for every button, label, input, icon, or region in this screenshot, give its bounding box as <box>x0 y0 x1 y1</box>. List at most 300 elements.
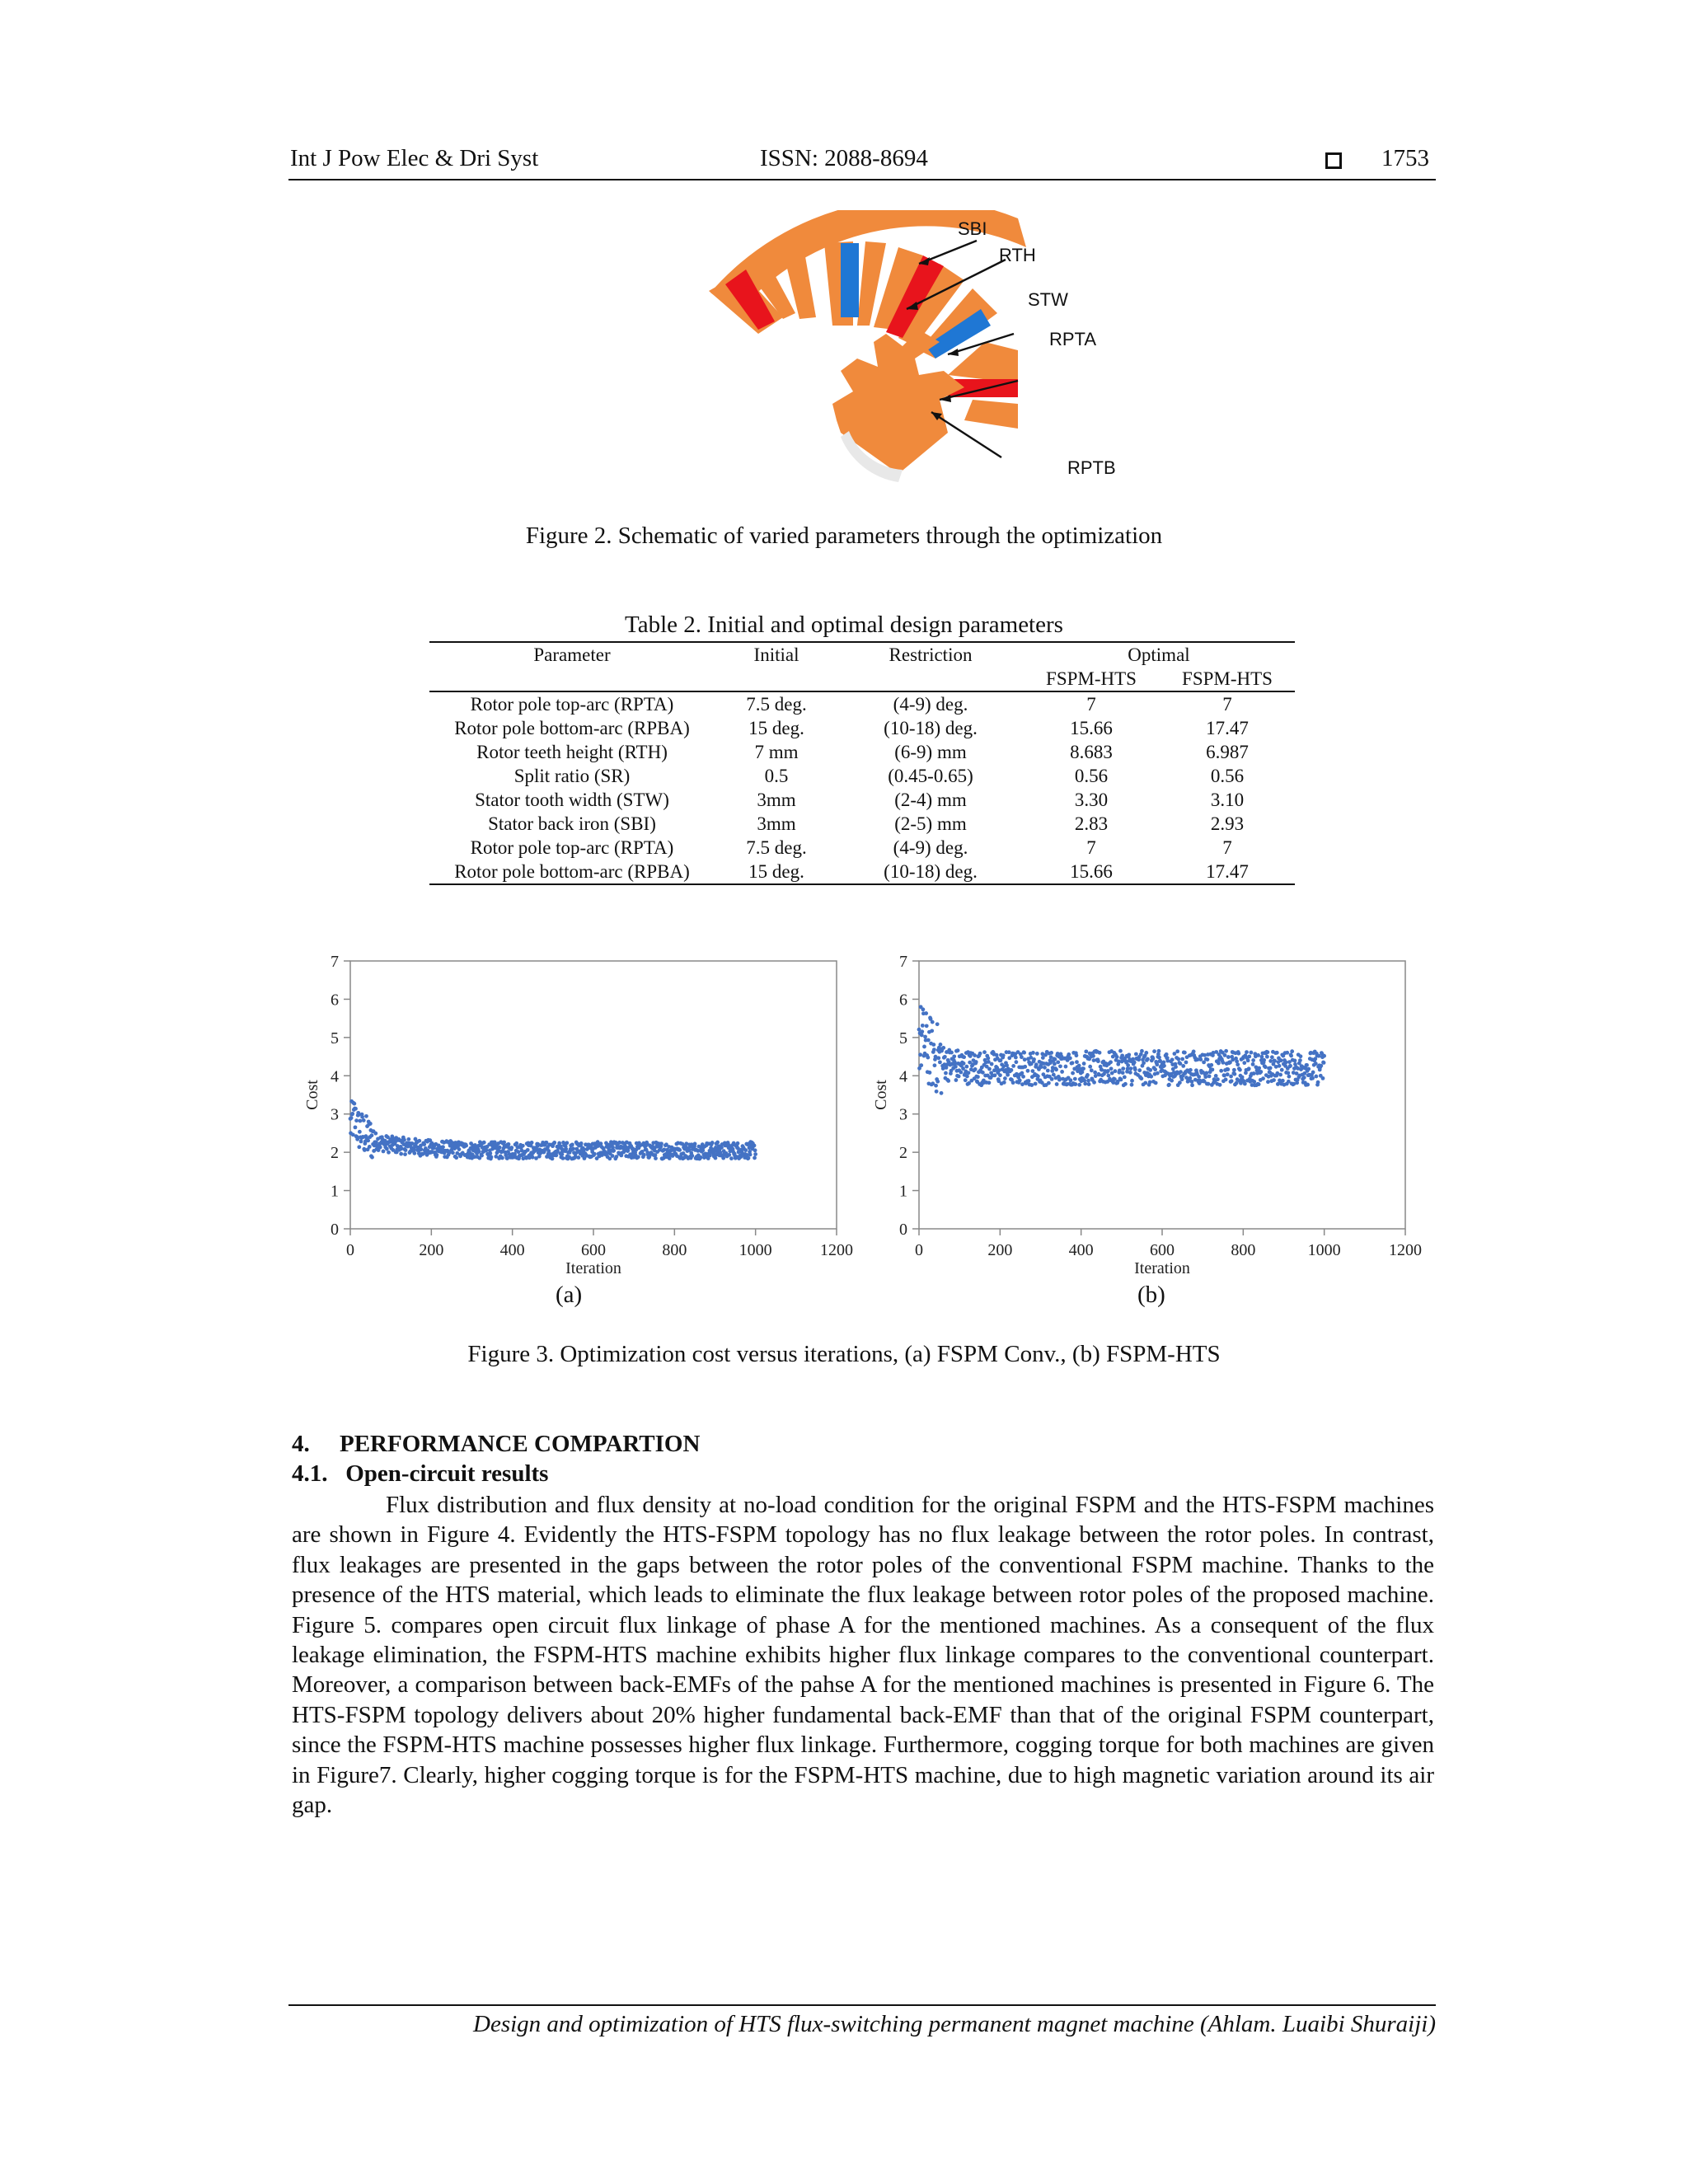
scatter-point <box>1134 1052 1138 1057</box>
scatter-point <box>579 1141 584 1146</box>
scatter-point <box>940 1091 944 1095</box>
scatter-point <box>964 1065 968 1069</box>
scatter-point <box>924 1011 928 1015</box>
scatter-point <box>359 1140 363 1144</box>
scatter-point <box>1285 1051 1289 1055</box>
scatter-point <box>530 1141 534 1145</box>
x-tick-label: 400 <box>1068 1241 1094 1259</box>
scatter-point <box>565 1141 569 1145</box>
x-tick-label: 200 <box>419 1241 444 1259</box>
scatter-point <box>378 1146 382 1150</box>
table-row: Stator back iron (SBI) 3mm (2-5) mm 2.83 2.93 <box>488 813 1245 834</box>
scatter-point <box>1299 1054 1303 1058</box>
scatter-point <box>659 1141 663 1146</box>
scatter-point <box>1001 1053 1006 1057</box>
scatter-point <box>1123 1082 1128 1086</box>
scatter-point <box>1242 1061 1246 1065</box>
scatter-point <box>1302 1076 1306 1080</box>
scatter-point <box>1127 1052 1131 1057</box>
scatter-point <box>521 1144 525 1148</box>
scatter-point <box>1146 1057 1150 1062</box>
scatter-point <box>1204 1071 1208 1076</box>
scatter-point <box>1098 1051 1102 1055</box>
scatter-point <box>526 1148 530 1152</box>
scatter-point <box>1230 1079 1234 1083</box>
scatter-point <box>714 1156 718 1160</box>
scatter-point <box>1322 1054 1326 1058</box>
scatter-point <box>1180 1057 1184 1062</box>
scatter-point <box>941 1046 945 1050</box>
scatter-point <box>1034 1062 1039 1066</box>
scatter-point <box>1090 1068 1094 1072</box>
scatter-point <box>1266 1050 1270 1054</box>
scatter-point <box>1229 1075 1233 1079</box>
scatter-point <box>1268 1066 1273 1070</box>
scatter-point <box>1207 1074 1212 1078</box>
table-row: Rotor pole bottom-arc (RPBA) 15 deg. (10-18) deg. 15.66 17.47 <box>429 860 1295 884</box>
scatter-point <box>422 1142 426 1146</box>
x-tick-label: 800 <box>1231 1241 1256 1259</box>
scatter-point <box>1252 1080 1256 1084</box>
scatter-point <box>1032 1057 1036 1062</box>
scatter-point <box>1046 1069 1050 1073</box>
scatter-point <box>1054 1067 1058 1071</box>
y-tick-label: 7 <box>331 953 339 971</box>
scatter-point <box>727 1153 731 1157</box>
scatter-point <box>358 1119 362 1123</box>
scatter-point <box>1265 1055 1269 1059</box>
scatter-point <box>1190 1080 1194 1084</box>
footer-rule <box>288 2004 1436 2006</box>
scatter-point <box>1218 1083 1222 1087</box>
scatter-point <box>1056 1060 1060 1064</box>
scatter-point <box>1179 1062 1183 1066</box>
scatter-point <box>1246 1058 1250 1062</box>
scatter-point <box>935 1022 940 1026</box>
label-stw: STW <box>1028 289 1068 310</box>
scatter-point <box>1298 1058 1302 1062</box>
scatter-point <box>457 1147 462 1151</box>
x-tick-label: 600 <box>581 1241 606 1259</box>
scatter-point <box>1149 1075 1153 1079</box>
x-tick-label: 600 <box>1150 1241 1175 1259</box>
label-rth: RTH <box>999 245 1036 265</box>
scatter-point <box>387 1151 391 1155</box>
scatter-point <box>956 1048 960 1052</box>
chart-b <box>857 941 1434 1287</box>
scatter-point <box>1156 1071 1160 1076</box>
scatter-point <box>1273 1059 1277 1063</box>
x-tick-label: 200 <box>987 1241 1013 1259</box>
th-parameter: Parameter <box>429 642 715 667</box>
scatter-point <box>967 1071 971 1075</box>
scatter-point <box>1123 1076 1127 1080</box>
scatter-point <box>1209 1063 1213 1067</box>
scatter-point <box>412 1151 416 1155</box>
figure2-caption: Figure 2. Schematic of varied parameters through the optimization <box>525 523 1163 549</box>
scatter-point <box>939 1043 943 1047</box>
scatter-point <box>358 1130 362 1134</box>
scatter-point <box>1121 1071 1125 1075</box>
scatter-point <box>920 1029 924 1033</box>
scatter-point <box>354 1107 358 1111</box>
scatter-point <box>488 1151 492 1155</box>
scatter-point <box>938 1060 942 1064</box>
scatter-point <box>1219 1069 1223 1073</box>
scatter-point <box>923 1035 927 1039</box>
scatter-point <box>973 1053 977 1057</box>
subfigure-label-a: (a) <box>556 1282 583 1308</box>
scatter-point <box>962 1055 966 1059</box>
scatter-point <box>668 1156 672 1160</box>
scatter-point <box>976 1075 980 1079</box>
scatter-point <box>552 1141 556 1145</box>
scatter-point <box>1250 1051 1254 1055</box>
scatter-point <box>959 1071 963 1075</box>
scatter-point <box>995 1053 999 1057</box>
scatter-series <box>917 1005 1326 1094</box>
scatter-point <box>1014 1056 1018 1060</box>
scatter-point <box>928 1071 932 1075</box>
scatter-point <box>1148 1068 1152 1072</box>
scatter-point <box>571 1146 575 1151</box>
scatter-point <box>1245 1050 1249 1054</box>
figure3-caption: Figure 3. Optimization cost versus iterations, (a) FSPM Conv., (b) FSPM-HTS <box>467 1341 1221 1367</box>
scatter-point <box>693 1142 697 1146</box>
scatter-point <box>1162 1064 1166 1068</box>
subsection-heading: 4.1. Open-circuit results <box>292 1460 549 1487</box>
scatter-point <box>1256 1053 1260 1057</box>
scatter-point <box>354 1118 359 1122</box>
scatter-point <box>370 1155 374 1160</box>
scatter-point <box>417 1139 421 1143</box>
magnet-blue-1 <box>841 243 859 317</box>
plot-frame <box>350 961 837 1229</box>
scatter-point <box>1073 1082 1077 1086</box>
scatter-point <box>451 1151 455 1155</box>
scatter-point <box>349 1116 354 1120</box>
y-tick-label: 2 <box>331 1144 339 1163</box>
scatter-point <box>1157 1056 1161 1060</box>
scatter-point <box>1236 1062 1240 1066</box>
scatter-point <box>507 1142 511 1146</box>
scatter-point <box>1251 1058 1255 1062</box>
scatter-point <box>1087 1082 1091 1086</box>
scatter-point <box>370 1133 374 1137</box>
scatter-point <box>978 1052 982 1056</box>
x-axis-label: Iteration <box>1134 1259 1190 1277</box>
y-tick-label: 4 <box>899 1067 907 1086</box>
scatter-point <box>1027 1079 1031 1083</box>
page-number: 1753 <box>1381 145 1429 171</box>
scatter-point <box>382 1150 386 1154</box>
scatter-point <box>1233 1072 1237 1076</box>
scatter-point <box>1179 1070 1183 1074</box>
scatter-point <box>1023 1065 1027 1069</box>
scatter-point <box>1015 1060 1019 1064</box>
scatter-point <box>921 1007 925 1011</box>
table-row: Rotor pole top-arc (RPTA) 7.5 deg. (4-9) deg. 7 7 <box>470 694 1232 715</box>
scatter-point <box>350 1112 354 1116</box>
scatter-point <box>577 1155 581 1160</box>
scatter-point <box>1128 1071 1132 1075</box>
scatter-point <box>729 1156 734 1160</box>
scatter-point <box>354 1125 358 1129</box>
scatter-point <box>561 1156 565 1160</box>
y-axis-label: Cost <box>872 1080 890 1110</box>
scatter-point <box>490 1155 494 1160</box>
scatter-point <box>1084 1049 1088 1053</box>
scatter-point <box>1275 1051 1279 1055</box>
scatter-point <box>1081 1070 1085 1074</box>
scatter-point <box>420 1147 424 1151</box>
scatter-point <box>950 1051 954 1055</box>
scatter-point <box>1068 1078 1072 1082</box>
scatter-point <box>1086 1079 1090 1083</box>
scatter-point <box>1293 1059 1297 1063</box>
scatter-point <box>636 1155 640 1159</box>
scatter-point <box>1034 1082 1038 1086</box>
scatter-point <box>931 1020 935 1024</box>
scatter-point <box>1077 1064 1081 1068</box>
scatter-point <box>1183 1051 1187 1055</box>
scatter-point <box>1139 1076 1143 1080</box>
scatter-point <box>1109 1060 1113 1064</box>
scatter-point <box>962 1062 966 1066</box>
scatter-point <box>1067 1052 1071 1057</box>
scatter-point <box>1077 1083 1081 1087</box>
scatter-point <box>1060 1070 1064 1074</box>
scatter-point <box>1264 1065 1268 1069</box>
th-optimal: Optimal <box>1023 642 1295 667</box>
scatter-point <box>364 1114 368 1118</box>
scatter-point <box>1058 1064 1062 1068</box>
body-paragraph: Flux distribution and flux density at no-load condition for the original FSPM and the HTS-FSPM machines are shown in Figure 4. Evidently the HTS-FSPM topology has no flux leakage between the rotor poles. In contrast, flux leakages are presented in the gaps between the rotor poles of the conventional FSPM machine. Thanks to the presence of the HTS material, which leads to eliminate the flux leakage between rotor poles of the proposed machine. Figure 5. compares open circuit flux linkage of phase A for the mentioned machines. As a consequent of the flux leakage elimination, the FSPM-HTS machine exhibits higher flux linkage compares to the conventional counterpart. Moreover, a comparison between back-EMFs of the pahse A for the mentioned machines is presented in Figure 6. The HTS-FSPM topology delivers about 20% higher fundamental back-EMF than that of the original FSPM counterpart, since the FSPM-HTS machine possesses higher flux linkage. Furthermore, cogging torque for both machines are given in Figure7. Clearly, higher cogging torque is for the FSPM-HTS machine, due to high magnetic variation around its air gap. <box>292 1492 1434 1819</box>
scatter-point <box>1130 1079 1134 1083</box>
scatter-point <box>987 1080 992 1085</box>
scatter-point <box>1109 1066 1114 1071</box>
scatter-point <box>1121 1066 1125 1071</box>
scatter-point <box>1221 1061 1225 1065</box>
scatter-point <box>1306 1083 1310 1087</box>
scatter-point <box>678 1148 682 1152</box>
scatter-point <box>509 1146 513 1150</box>
scatter-point <box>1157 1049 1161 1053</box>
scatter-point <box>932 1047 936 1052</box>
scatter-point <box>1175 1049 1179 1053</box>
table-row: Rotor pole top-arc (RPTA) 7.5 deg. (4-9) deg. 7 7 <box>470 837 1232 858</box>
scatter-point <box>1192 1050 1196 1054</box>
scatter-point <box>516 1150 520 1154</box>
scatter-point <box>1289 1054 1293 1058</box>
scatter-point <box>1223 1053 1227 1057</box>
scatter-point <box>946 1079 950 1083</box>
scatter-point <box>1133 1067 1137 1071</box>
running-footer: Design and optimization of HTS flux-switching permanent magnet machine (Ahlam. Luaibi Shuraiji) <box>473 2011 1436 2037</box>
scatter-point <box>1106 1074 1110 1078</box>
scatter-point <box>974 1060 978 1064</box>
chart-a <box>288 941 865 1287</box>
scatter-point <box>1043 1066 1047 1070</box>
scatter-point <box>1247 1066 1251 1071</box>
scatter-point <box>404 1148 408 1152</box>
scatter-point <box>1143 1081 1147 1085</box>
scatter-point <box>1151 1057 1156 1061</box>
scatter-point <box>612 1149 616 1153</box>
scatter-point <box>1114 1069 1118 1073</box>
scatter-point <box>1162 1061 1166 1065</box>
scatter-point <box>925 1024 929 1028</box>
scatter-point <box>1203 1075 1207 1079</box>
scatter-point <box>1190 1083 1194 1087</box>
scatter-point <box>1266 1080 1270 1084</box>
scatter-point <box>1243 1082 1247 1086</box>
scatter-point <box>1023 1057 1027 1062</box>
label-rptb: RPTB <box>1067 457 1116 478</box>
scatter-point <box>1170 1057 1175 1062</box>
scatter-point <box>1284 1061 1288 1065</box>
scatter-point <box>1270 1055 1274 1059</box>
scatter-point <box>1144 1051 1148 1055</box>
scatter-point <box>748 1153 753 1157</box>
scatter-point <box>482 1141 486 1145</box>
scatter-series <box>349 1099 757 1160</box>
y-tick-label: 1 <box>331 1182 339 1201</box>
scatter-point <box>990 1062 994 1066</box>
scatter-point <box>1115 1055 1119 1059</box>
x-tick-label: 1000 <box>738 1241 772 1259</box>
th-initial: Initial <box>715 642 838 667</box>
scatter-point <box>1118 1049 1123 1053</box>
scatter-point <box>1226 1072 1230 1076</box>
scatter-point <box>1238 1068 1242 1072</box>
scatter-point <box>935 1090 939 1094</box>
scatter-point <box>1306 1067 1311 1071</box>
header-rule <box>288 179 1436 180</box>
scatter-point <box>485 1148 489 1152</box>
scatter-point <box>1288 1064 1292 1068</box>
figure2-schematic <box>701 210 1154 494</box>
section-heading: 4. PERFORMANCE COMPARTION <box>292 1431 701 1457</box>
scatter-point <box>1280 1068 1284 1072</box>
y-tick-label: 5 <box>899 1029 907 1047</box>
th-restriction: Restriction <box>838 642 1023 667</box>
scatter-point <box>1311 1076 1315 1080</box>
scatter-point <box>464 1144 468 1148</box>
scatter-point <box>753 1148 757 1152</box>
scatter-point <box>1290 1049 1294 1053</box>
scatter-point <box>1207 1082 1211 1086</box>
scatter-point <box>1261 1076 1265 1080</box>
scatter-point <box>1278 1064 1282 1068</box>
scatter-point <box>1311 1071 1315 1075</box>
scatter-point <box>1184 1061 1189 1065</box>
scatter-point <box>441 1145 445 1149</box>
label-rpta: RPTA <box>1049 329 1097 349</box>
label-sbi: SBI <box>958 218 987 239</box>
scatter-point <box>611 1154 615 1158</box>
scatter-point <box>399 1152 403 1156</box>
scatter-point <box>736 1141 740 1146</box>
scatter-point <box>1226 1067 1230 1071</box>
scatter-point <box>1096 1059 1100 1063</box>
scatter-point <box>1092 1080 1096 1085</box>
table-row: Stator tooth width (STW) 3mm (2-4) mm 3.30 3.10 <box>475 790 1245 810</box>
scatter-point <box>1039 1065 1043 1069</box>
x-axis-label: Iteration <box>565 1259 621 1277</box>
scatter-point <box>922 1045 926 1049</box>
scatter-point <box>981 1071 985 1075</box>
scatter-point <box>1154 1081 1158 1085</box>
scatter-point <box>1022 1051 1026 1055</box>
scatter-point <box>753 1152 757 1156</box>
body-paragraph-container <box>292 1490 1434 1820</box>
y-tick-label: 0 <box>899 1221 907 1239</box>
scatter-point <box>435 1153 439 1157</box>
scatter-point <box>1214 1074 1218 1078</box>
scatter-point <box>1232 1068 1236 1072</box>
scatter-point <box>1321 1076 1325 1080</box>
scatter-point <box>954 1078 958 1082</box>
scatter-point <box>1036 1074 1040 1078</box>
scatter-point <box>943 1055 947 1059</box>
th-sub1: FSPM-HTS <box>1023 667 1160 691</box>
scatter-point <box>362 1118 366 1122</box>
scatter-point <box>1071 1061 1075 1065</box>
scatter-point <box>1119 1077 1123 1081</box>
checkbox-square-icon <box>1325 152 1342 169</box>
scatter-point <box>1260 1055 1264 1059</box>
x-tick-label: 1200 <box>1389 1241 1422 1259</box>
scatter-point <box>360 1115 364 1119</box>
scatter-point <box>564 1147 568 1151</box>
table-row: Rotor teeth height (RTH) 7 mm (6-9) mm 8.683 6.987 <box>476 742 1249 762</box>
scatter-point <box>1002 1080 1006 1085</box>
scatter-point <box>1148 1080 1152 1085</box>
scatter-point <box>1007 1050 1011 1054</box>
scatter-point <box>1305 1063 1309 1067</box>
scatter-point <box>1188 1076 1192 1080</box>
scatter-point <box>1262 1058 1266 1062</box>
scatter-point <box>1167 1083 1171 1087</box>
scatter-point <box>918 1052 922 1057</box>
scatter-point <box>551 1156 555 1160</box>
table-row: Rotor pole bottom-arc (RPBA) 15 deg. (10-18) deg. 15.66 17.47 <box>454 718 1249 738</box>
scatter-point <box>935 1080 940 1084</box>
scatter-point <box>753 1144 757 1148</box>
scatter-point <box>1085 1073 1090 1077</box>
scatter-point <box>965 1075 969 1079</box>
scatter-point <box>1020 1071 1025 1076</box>
scatter-point <box>1020 1055 1024 1059</box>
table-row: Split ratio (SR) 0.5 (0.45-0.65) 0.56 0.56 <box>513 766 1245 786</box>
scatter-point <box>1081 1066 1085 1071</box>
x-tick-label: 1000 <box>1307 1241 1341 1259</box>
scatter-point <box>1140 1049 1144 1053</box>
scatter-point <box>1071 1071 1075 1076</box>
scatter-point <box>1224 1077 1228 1081</box>
scatter-point <box>1064 1065 1068 1069</box>
scatter-point <box>1316 1080 1320 1085</box>
scatter-point <box>753 1156 757 1160</box>
scatter-point <box>1068 1056 1072 1060</box>
scatter-point <box>498 1146 502 1150</box>
scatter-point <box>368 1145 372 1149</box>
scatter-point <box>1155 1062 1159 1066</box>
scatter-point <box>1198 1057 1203 1062</box>
scatter-point <box>1152 1049 1156 1053</box>
scatter-point <box>1055 1082 1059 1086</box>
